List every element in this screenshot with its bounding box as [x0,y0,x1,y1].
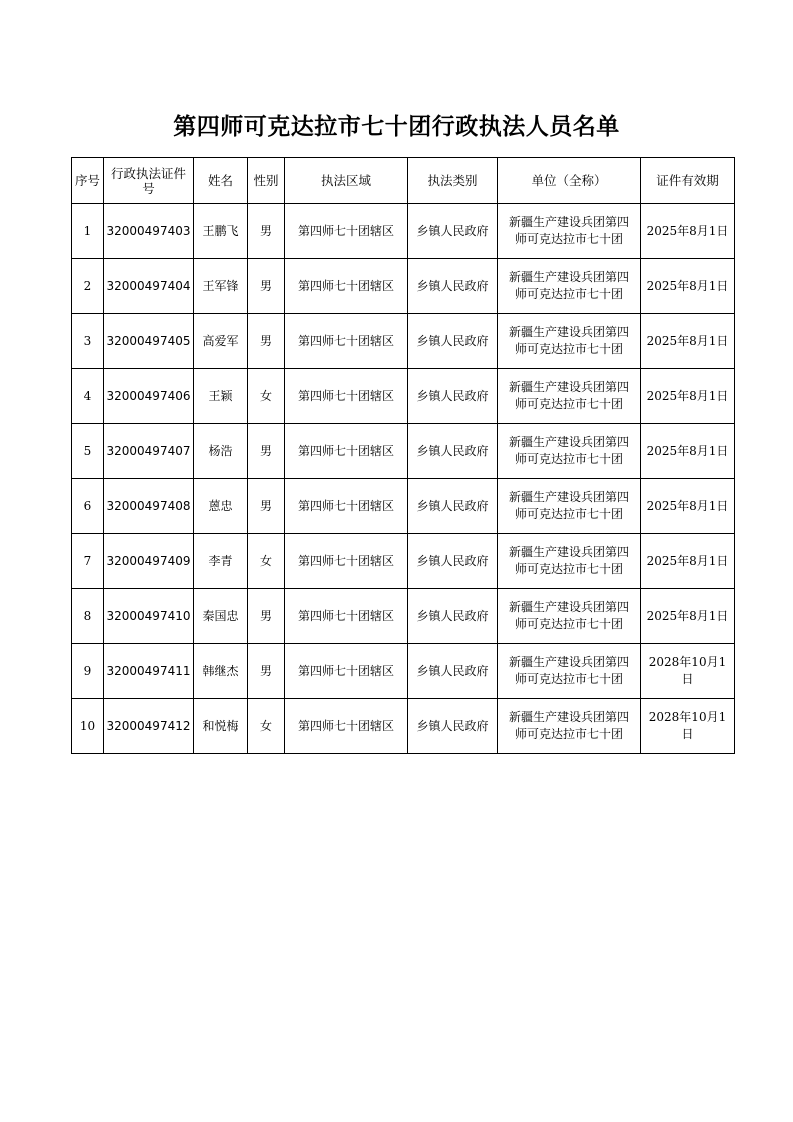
cell-name: 王颖 [194,369,248,424]
unit-line-2: 师可克达拉市七十团 [514,287,623,301]
unit-line-2: 师可克达拉市七十团 [514,342,623,356]
cell-serial: 7 [72,534,104,589]
unit-line-1: 新疆生产建设兵团第四 [508,215,629,229]
cell-serial: 5 [72,424,104,479]
cell-category: 乡镇人民政府 [408,589,498,644]
cell-name: 和悦梅 [194,699,248,754]
cell-serial: 2 [72,259,104,314]
cell-serial: 9 [72,644,104,699]
cell-expiry: 2025年8月1日 [641,424,735,479]
page-title: 第四师可克达拉市七十团行政执法人员名单 [173,113,620,140]
cell-cert-number: 32000497410 [104,589,194,644]
cell-unit [498,479,641,534]
cell-category: 乡镇人民政府 [408,479,498,534]
cell-name: 高爱军 [194,314,248,369]
cell-unit [498,589,641,644]
cell-expiry: 2025年8月1日 [641,204,735,259]
cell-unit [498,534,641,589]
cell-name: 王军锋 [194,259,248,314]
cell-expiry: 2028年10月1日 [641,644,735,699]
cell-serial: 10 [72,699,104,754]
cell-cert-number: 32000497405 [104,314,194,369]
cell-area: 第四师七十团辖区 [285,644,408,699]
cell-unit [498,424,641,479]
cell-category: 乡镇人民政府 [408,699,498,754]
cell-area: 第四师七十团辖区 [285,314,408,369]
unit-line-2: 师可克达拉市七十团 [514,617,623,631]
header-serial: 序号 [72,158,104,204]
table-row [72,259,735,314]
table-row [72,314,735,369]
cell-area: 第四师七十团辖区 [285,424,408,479]
cell-gender: 男 [248,259,285,314]
cell-serial: 4 [72,369,104,424]
cell-cert-number: 32000497409 [104,534,194,589]
cell-category: 乡镇人民政府 [408,644,498,699]
unit-line-1: 新疆生产建设兵团第四 [508,710,629,724]
table-row [72,204,735,259]
cell-gender: 男 [248,644,285,699]
header-category: 执法类别 [408,158,498,204]
header-unit: 单位（全称） [498,158,641,204]
cell-name: 秦国忠 [194,589,248,644]
cell-name: 杨浩 [194,424,248,479]
cell-gender: 女 [248,369,285,424]
cell-gender: 男 [248,314,285,369]
header-cert-number: 行政执法证件 号 [104,158,194,204]
table-row [72,644,735,699]
cell-expiry: 2025年8月1日 [641,534,735,589]
cell-serial: 8 [72,589,104,644]
cell-unit [498,699,641,754]
header-gender: 性别 [248,158,285,204]
header-name: 姓名 [194,158,248,204]
header-area: 执法区域 [285,158,408,204]
header-expiry: 证件有效期 [641,158,735,204]
cell-area: 第四师七十团辖区 [285,699,408,754]
cell-gender: 男 [248,204,285,259]
cell-expiry: 2025年8月1日 [641,259,735,314]
cell-name: 韩继杰 [194,644,248,699]
cell-cert-number: 32000497403 [104,204,194,259]
cell-area: 第四师七十团辖区 [285,589,408,644]
unit-line-1: 新疆生产建设兵团第四 [508,325,629,339]
table-row [72,369,735,424]
cell-name: 王鹏飞 [194,204,248,259]
unit-line-1: 新疆生产建设兵团第四 [508,490,629,504]
cell-category: 乡镇人民政府 [408,424,498,479]
cell-gender: 男 [248,589,285,644]
table-row [72,699,735,754]
table-row [72,534,735,589]
cell-category: 乡镇人民政府 [408,259,498,314]
unit-line-1: 新疆生产建设兵团第四 [508,435,629,449]
cell-cert-number: 32000497406 [104,369,194,424]
unit-line-2: 师可克达拉市七十团 [514,452,623,466]
unit-line-2: 师可克达拉市七十团 [514,397,623,411]
cell-cert-number: 32000497404 [104,259,194,314]
cell-name: 蒽忠 [194,479,248,534]
cell-gender: 男 [248,479,285,534]
cell-cert-number: 32000497407 [104,424,194,479]
cell-cert-number: 32000497412 [104,699,194,754]
table-row [72,479,735,534]
cell-unit [498,314,641,369]
cell-gender: 女 [248,699,285,754]
cell-category: 乡镇人民政府 [408,369,498,424]
unit-line-2: 师可克达拉市七十团 [514,672,623,686]
cell-area: 第四师七十团辖区 [285,259,408,314]
cell-unit [498,204,641,259]
cell-serial: 3 [72,314,104,369]
unit-line-2: 师可克达拉市七十团 [514,727,623,741]
personnel-table [71,157,735,754]
unit-line-1: 新疆生产建设兵团第四 [508,600,629,614]
cell-area: 第四师七十团辖区 [285,479,408,534]
table-row [72,589,735,644]
cell-gender: 男 [248,424,285,479]
cell-expiry: 2028年10月1日 [641,699,735,754]
unit-line-1: 新疆生产建设兵团第四 [508,380,629,394]
cell-cert-number: 32000497408 [104,479,194,534]
cell-expiry: 2025年8月1日 [641,369,735,424]
cell-cert-number: 32000497411 [104,644,194,699]
cell-unit [498,259,641,314]
cell-category: 乡镇人民政府 [408,204,498,259]
cell-gender: 女 [248,534,285,589]
unit-line-2: 师可克达拉市七十团 [514,562,623,576]
unit-line-2: 师可克达拉市七十团 [514,507,623,521]
cell-serial: 6 [72,479,104,534]
cell-unit [498,369,641,424]
cell-category: 乡镇人民政府 [408,534,498,589]
unit-line-2: 师可克达拉市七十团 [514,232,623,246]
cell-category: 乡镇人民政府 [408,314,498,369]
unit-line-1: 新疆生产建设兵团第四 [508,270,629,284]
table-header-row [72,158,735,204]
cell-unit [498,644,641,699]
cell-serial: 1 [72,204,104,259]
table-row [72,424,735,479]
cell-area: 第四师七十团辖区 [285,534,408,589]
cell-area: 第四师七十团辖区 [285,204,408,259]
cell-expiry: 2025年8月1日 [641,314,735,369]
cell-area: 第四师七十团辖区 [285,369,408,424]
table-body [72,204,735,754]
unit-line-1: 新疆生产建设兵团第四 [508,545,629,559]
cell-expiry: 2025年8月1日 [641,589,735,644]
cell-expiry: 2025年8月1日 [641,479,735,534]
unit-line-1: 新疆生产建设兵团第四 [508,655,629,669]
cell-name: 李青 [194,534,248,589]
